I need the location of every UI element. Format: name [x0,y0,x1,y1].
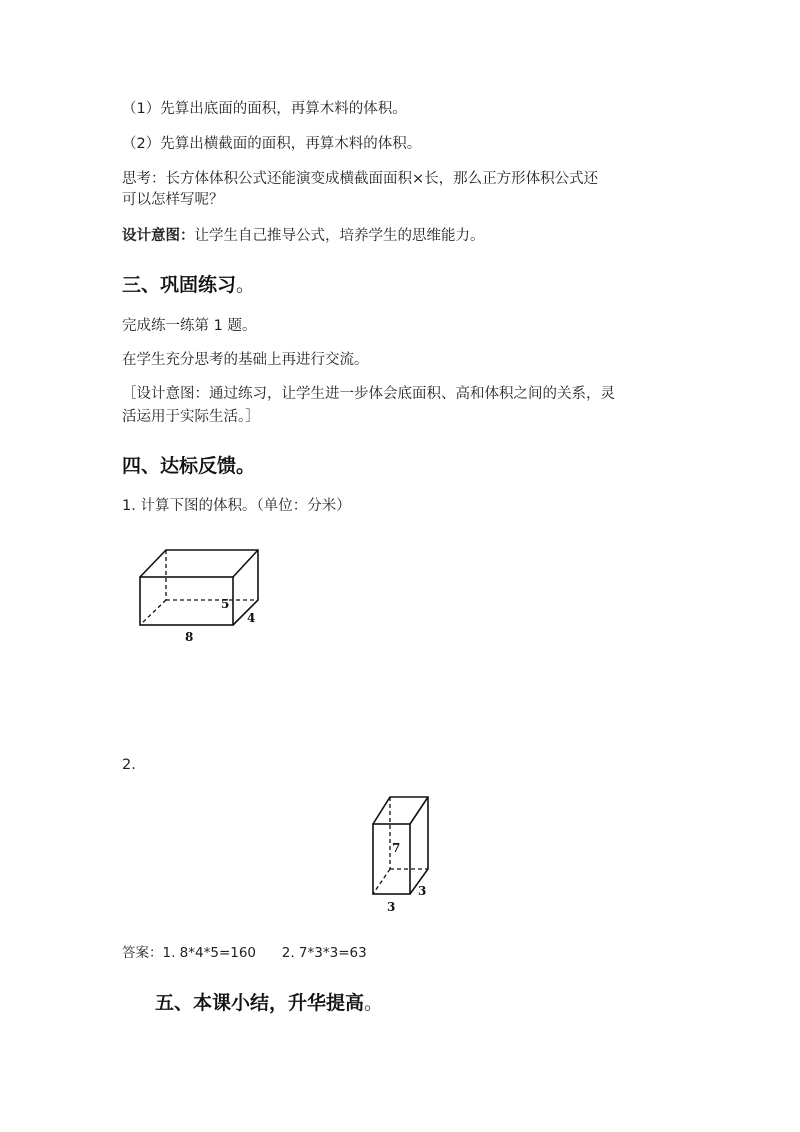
design-intent [122,226,485,246]
practice-line-1: 完成练一练第 1 题。 [122,318,257,334]
prism-figure-2 [368,792,443,917]
height-label: 5 [221,597,230,611]
height-label: 7 [392,841,401,855]
width-label: 3 [418,884,427,898]
front-face [140,577,233,625]
design-intent-label: 设计意图： [122,228,195,244]
section-five-heading: 五、本课小结，升华提高。 [155,992,384,1014]
practice-line-2: 在学生充分思考的基础上再进行交流。 [122,352,369,368]
visible-edges [373,797,428,894]
section-three-heading: 三、巩固练习。 [122,274,256,296]
cuboid-figure-1 [135,540,275,650]
practice-intent-line-1: ［设计意图：通过练习，让学生进一步体会底面积、高和体积之间的关系，灵 [122,386,615,402]
front-face [373,824,410,894]
length-label: 8 [185,630,194,644]
visible-edges [140,550,258,625]
question-2: 2. [122,757,136,773]
think-line-1: 思考：长方体体积公式还能演变成横截面面积×长，那么正方形体积公式还 [122,171,599,187]
length-label: 3 [387,900,396,914]
section-four-heading: 四、达标反馈。 [122,455,256,477]
method-item-2: （2）先算出横截面的面积，再算木料的体积。 [122,136,422,152]
think-line-2: 可以怎样写呢？ [122,192,224,208]
hidden-edges [140,550,258,625]
question-1: 1. 计算下图的体积。（单位：分米） [122,498,351,514]
method-item-1: （1）先算出底面的面积，再算木料的体积。 [122,101,407,117]
design-intent-text: 让学生自己推导公式，培养学生的思维能力。 [194,228,485,244]
answer-line: 答案：1. 8*4*5=160 2. 7*3*3=63 [122,945,367,961]
width-label: 4 [247,611,256,625]
practice-intent-line-2: 活运用于实际生活。］ [122,409,260,425]
